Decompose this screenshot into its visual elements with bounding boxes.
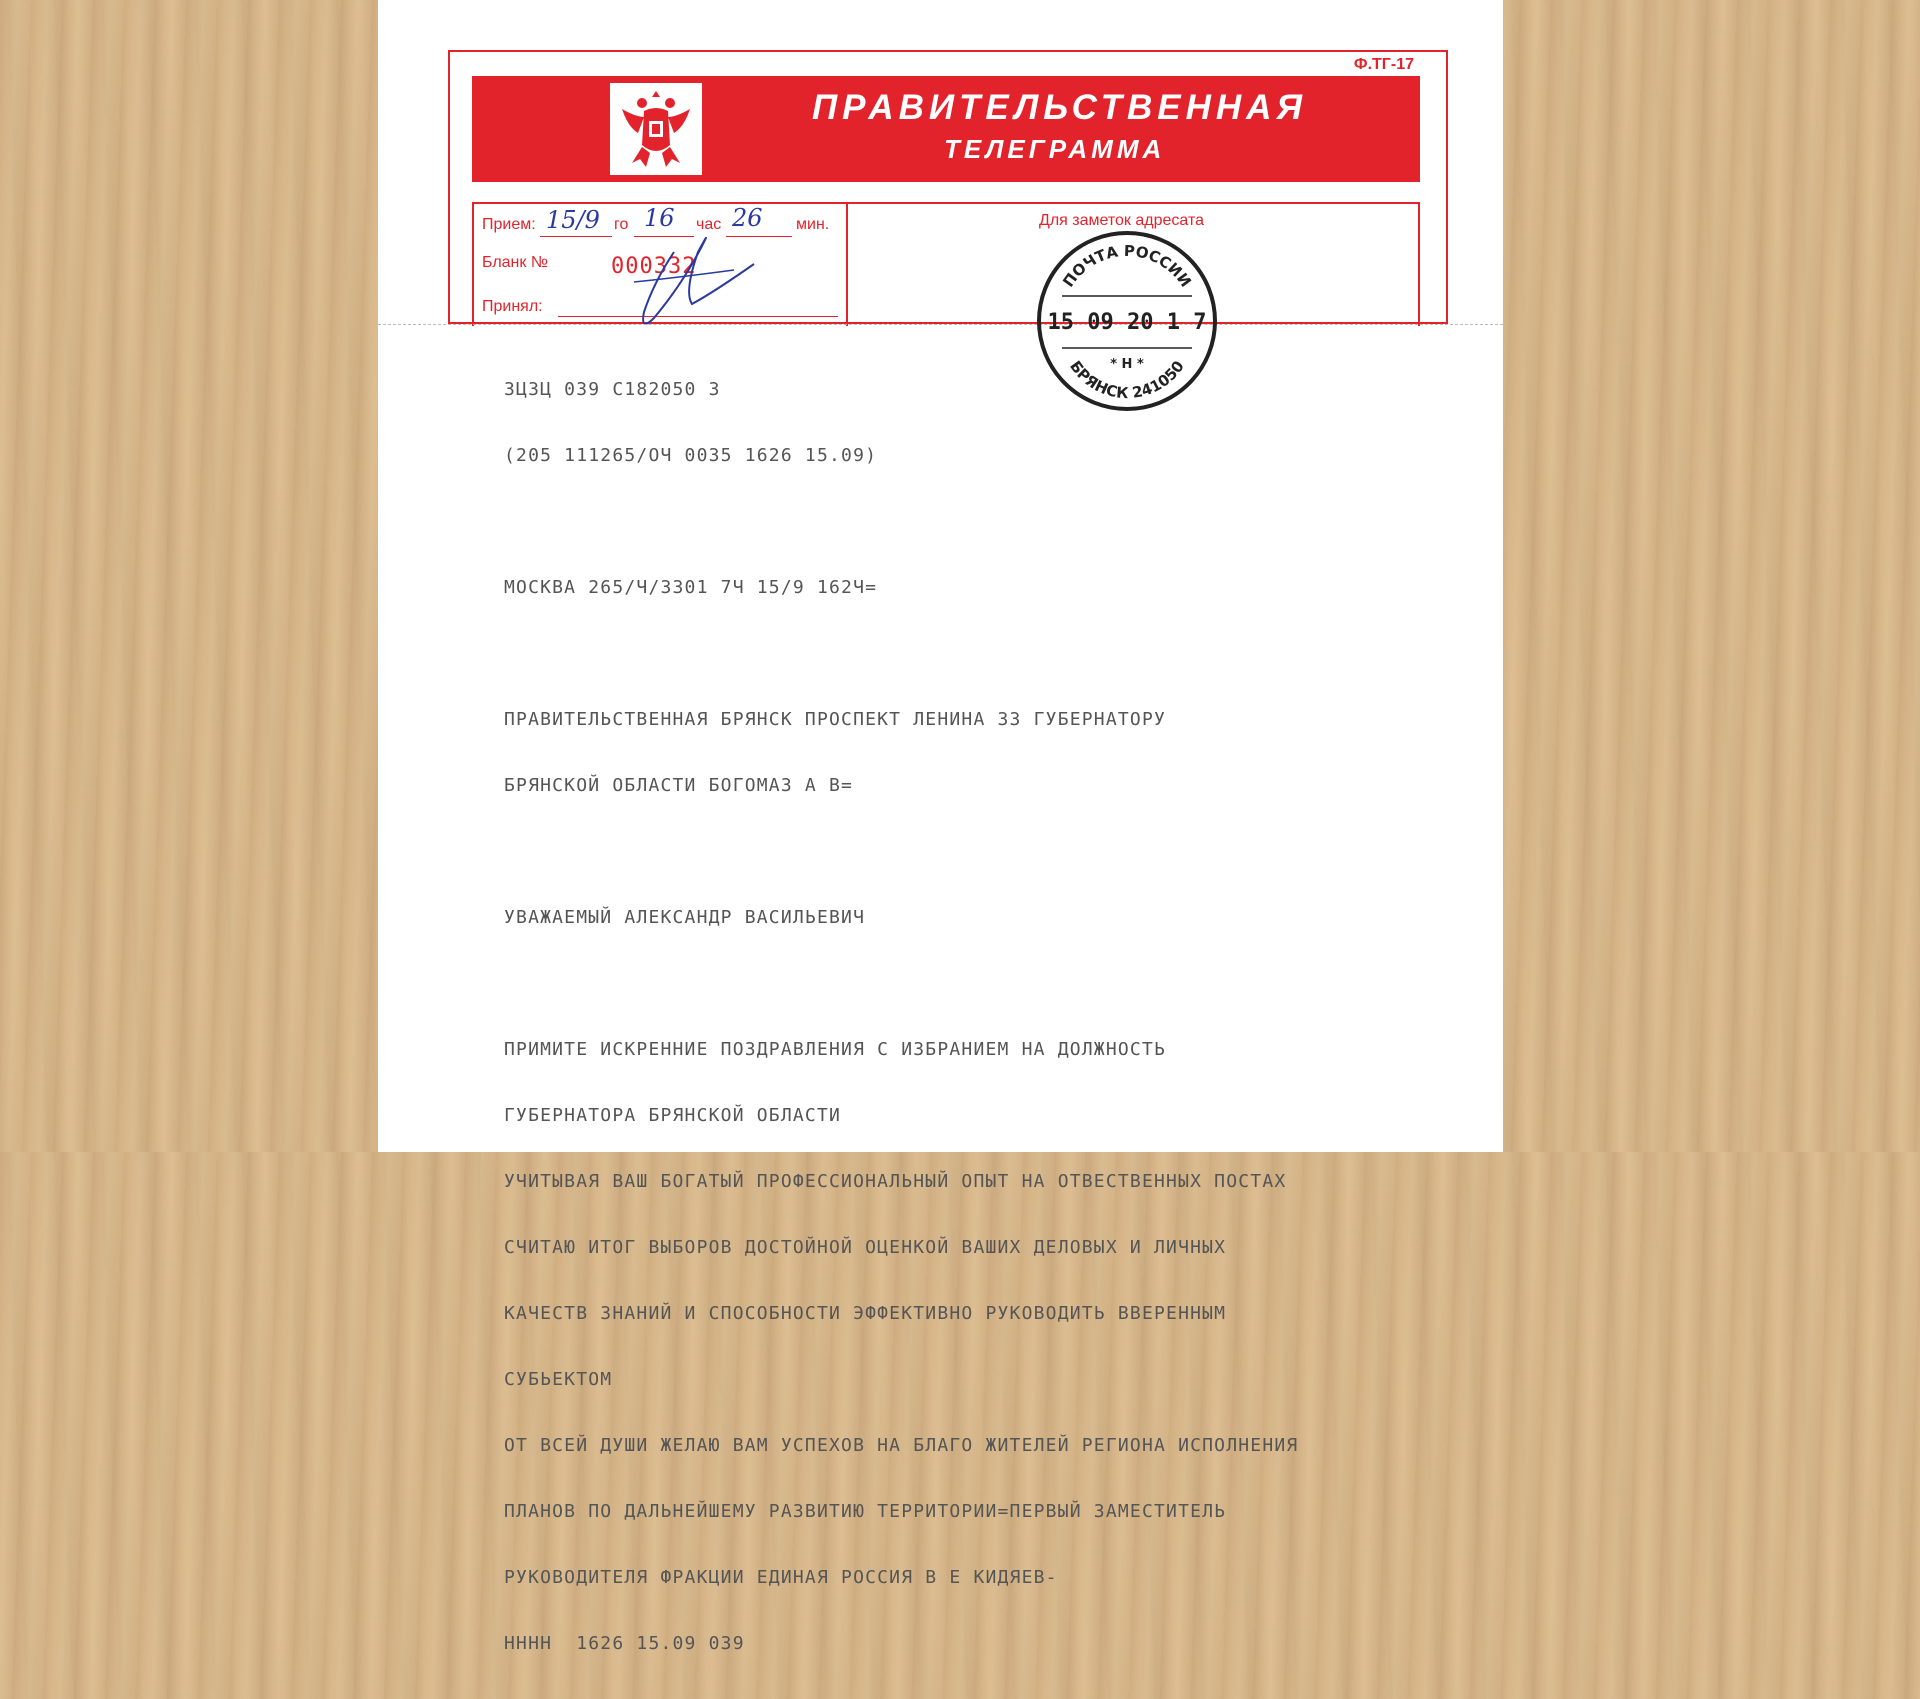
form-code: Ф.ТГ-17 [1353, 56, 1414, 73]
header-line: (205 111265/ОЧ 0035 1626 15.09) [504, 445, 878, 466]
body-line: КАЧЕСТВ ЗНАНИЙ И СПОСОБНОСТИ ЭФФЕКТИВНО РУКОВОДИТЬ ВВЕРЕННЫМ [504, 1303, 1227, 1324]
received-date-line [540, 236, 612, 237]
postal-stamp [1032, 226, 1222, 416]
body-line: НННН 1626 15.09 039 [504, 1633, 745, 1654]
reception-fields [474, 204, 848, 326]
banner-subtitle: ТЕЛЕГРАММА [944, 134, 1166, 164]
title-banner [472, 76, 1420, 182]
body-line: ОТ ВСЕЙ ДУШИ ЖЕЛАЮ ВАМ УСПЕХОВ НА БЛАГО ЖИТЕЛЕЙ РЕГИОНА ИСПОЛНЕНИЯ [504, 1435, 1299, 1456]
received-date-value: 15/9 [546, 206, 600, 234]
received-label: Прием: [482, 216, 536, 233]
minute-unit-label: мин. [796, 216, 830, 233]
double-headed-eagle-icon [618, 87, 694, 171]
received-minute-value: 26 [732, 204, 763, 232]
banner-title: ПРАВИТЕЛЬСТВЕННАЯ [812, 88, 1307, 127]
telegram-text [504, 335, 1444, 1699]
body-line: ГУБЕРНАТОРА БРЯНСКОЙ ОБЛАСТИ [504, 1105, 842, 1126]
telegram-form-header [448, 50, 1448, 324]
blank-label: Бланк № [482, 254, 548, 271]
address-line: ПРАВИТЕЛЬСТВЕННАЯ БРЯНСК ПРОСПЕКТ ЛЕНИНА 33 ГУБЕРНАТОРУ [504, 709, 1167, 730]
stamp-date: 15 09 20 1 7 [1047, 310, 1207, 335]
notes-label: Для заметок адресата [1039, 212, 1204, 229]
body-line: УЧИТЫВАЯ ВАШ БОГАТЫЙ ПРОФЕССИОНАЛЬНЫЙ ОПЫТ НА ОТВЕСТВЕННЫХ ПОСТАХ [504, 1171, 1287, 1192]
stamp-top-text: ПОЧТА РОССИИ [1059, 241, 1195, 291]
origin-line: МОСКВА 265/Ч/3301 7Ч 15/9 162Ч= [504, 577, 878, 598]
body-line: ПРИМИТЕ ИСКРЕННИЕ ПОЗДРАВЛЕНИЯ С ИЗБРАНИЕМ НА ДОЛЖНОСТЬ [504, 1039, 1167, 1060]
address-line: БРЯНСКОЙ ОБЛАСТИ БОГОМАЗ А В= [504, 775, 854, 796]
blank-number: 000332 [611, 254, 697, 279]
hour-unit-label: час [696, 216, 722, 233]
stamp-bottom-text: БРЯНСК 241050 [1066, 357, 1188, 403]
salutation-line: УВАЖАЕМЫЙ АЛЕКСАНДР ВАСИЛЬЕВИЧ [504, 907, 866, 928]
tape-edge [378, 324, 1503, 329]
received-hour-value: 16 [644, 204, 675, 232]
coat-of-arms-emblem [610, 83, 702, 175]
header-line: ЗЦЗЦ 039 С182050 З [504, 379, 721, 400]
body-line: РУКОВОДИТЕЛЯ ФРАКЦИИ ЕДИНАЯ РОССИЯ В Е КИДЯЕВ- [504, 1567, 1058, 1588]
hour-label: го [614, 216, 629, 233]
info-box [472, 202, 1420, 326]
body-line: СУБЬЕКТОМ [504, 1369, 613, 1390]
stamp-mark: * Н * [1110, 357, 1144, 372]
body-line: ПЛАНОВ ПО ДАЛЬНЕЙШЕМУ РАЗВИТИЮ ТЕРРИТОРИИ=ПЕРВЫЙ ЗАМЕСТИТЕЛЬ [504, 1501, 1227, 1522]
telegram-sheet [378, 0, 1503, 1654]
accepted-label: Принял: [482, 298, 543, 315]
body-line: СЧИТАЮ ИТОГ ВЫБОРОВ ДОСТОЙНОЙ ОЦЕНКОЙ ВАШИХ ДЕЛОВЫХ И ЛИЧНЫХ [504, 1237, 1227, 1258]
